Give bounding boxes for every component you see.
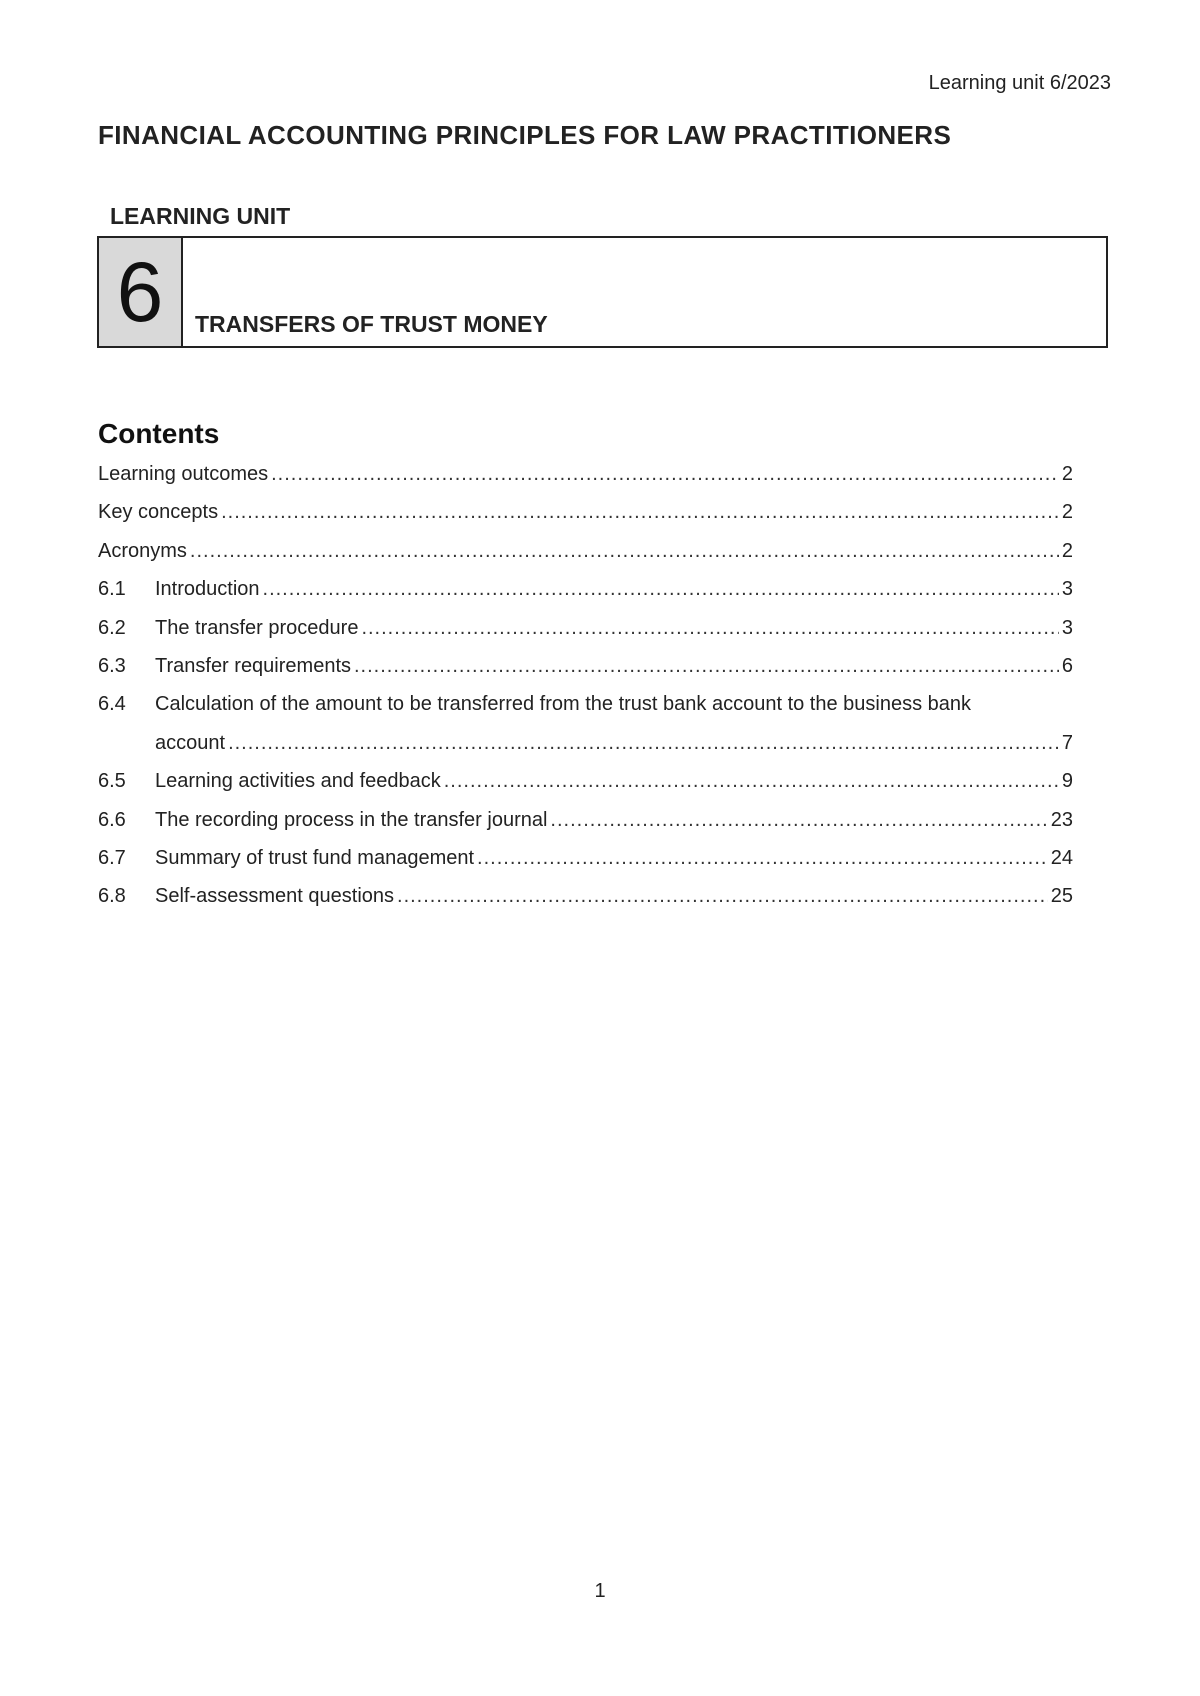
toc-entry-page: 2: [1061, 463, 1073, 485]
toc-entry-text: Summary of trust fund management: [155, 847, 475, 870]
toc-leader: [263, 570, 1059, 608]
toc-leader: [221, 493, 1059, 531]
toc-entry-number: 6.3: [98, 655, 126, 678]
toc-entry-page: 3: [1061, 616, 1073, 639]
toc-entry-key-concepts[interactable]: [98, 493, 1073, 531]
toc-entry-page: 2: [1061, 539, 1073, 562]
toc-entry-page: 3: [1061, 578, 1073, 601]
toc-entry-text: Learning outcomes: [98, 463, 269, 485]
toc-entry-6-3[interactable]: [98, 647, 1073, 685]
toc-entry-text: Key concepts: [98, 501, 219, 524]
toc-entry-page: 6: [1061, 655, 1073, 678]
toc-entry-number: 6.2: [98, 616, 126, 639]
toc-entry-learning-outcomes[interactable]: [98, 455, 1073, 493]
document-title: FINANCIAL ACCOUNTING PRINCIPLES FOR LAW PRACTITIONERS: [98, 120, 952, 150]
toc-entry-acronyms[interactable]: [98, 532, 1073, 570]
toc-entry-page: 23: [1050, 808, 1073, 831]
toc-leader: [444, 762, 1059, 800]
learning-unit-label: LEARNING UNIT: [110, 203, 291, 229]
toc-entry-text: Acronyms: [98, 539, 187, 562]
toc-entry-text-continued: account: [155, 731, 226, 754]
toc-entry-page: 9: [1061, 770, 1073, 793]
toc-entry-text: Introduction: [155, 578, 260, 601]
running-header: Learning unit 6/2023: [928, 72, 1111, 94]
toc-entry-text: Self-assessment questions: [155, 885, 395, 908]
toc-entry-6-8[interactable]: [98, 877, 1073, 915]
toc-leader: [550, 801, 1047, 839]
page-number: 1: [594, 1580, 606, 1602]
unit-number: 6: [116, 245, 164, 339]
toc-entry-text: Learning activities and feedback: [155, 770, 441, 793]
table-of-contents: [98, 455, 1073, 916]
toc-entry-page: 24: [1050, 847, 1073, 870]
toc-entry-6-4[interactable]: [98, 685, 1073, 762]
toc-entry-page: 7: [1061, 731, 1073, 754]
toc-entry-number: 6.6: [98, 808, 126, 831]
toc-leader: [354, 647, 1059, 685]
toc-leader: [228, 724, 1059, 762]
unit-number-cell: [99, 238, 183, 346]
toc-entry-6-7[interactable]: [98, 839, 1073, 877]
toc-entry-6-1[interactable]: [98, 570, 1073, 608]
toc-entry-6-2[interactable]: [98, 609, 1073, 647]
toc-entry-text: The recording process in the transfer journal: [155, 808, 548, 831]
unit-title-cell: [183, 238, 1106, 346]
toc-entry-text: Transfer requirements: [155, 655, 351, 678]
toc-entry-page: 2: [1061, 501, 1073, 524]
toc-entry-number: 6.7: [98, 847, 126, 870]
toc-entry-line: [98, 685, 1073, 723]
toc-entry-number: 6.5: [98, 770, 126, 793]
toc-leader: [477, 839, 1048, 877]
toc-entry-page: 25: [1050, 885, 1073, 908]
toc-entry-text: The transfer procedure: [155, 616, 359, 639]
toc-entry-text: Calculation of the amount to be transferred from the trust bank account to the business bank: [155, 693, 972, 716]
unit-title: TRANSFERS OF TRUST MONEY: [195, 311, 548, 337]
toc-entry-number: 6.8: [98, 885, 126, 908]
toc-entry-number: 6.1: [98, 578, 126, 601]
learning-unit-box: [97, 236, 1108, 348]
toc-entry-number: 6.4: [98, 693, 126, 716]
toc-leader: [397, 877, 1048, 915]
toc-entry-6-6[interactable]: [98, 801, 1073, 839]
toc-leader: [190, 532, 1059, 570]
toc-entry-6-5[interactable]: [98, 762, 1073, 800]
contents-heading: Contents: [98, 418, 220, 449]
toc-leader: [271, 455, 1059, 493]
toc-leader: [361, 609, 1058, 647]
toc-entry-line: [98, 724, 1073, 762]
